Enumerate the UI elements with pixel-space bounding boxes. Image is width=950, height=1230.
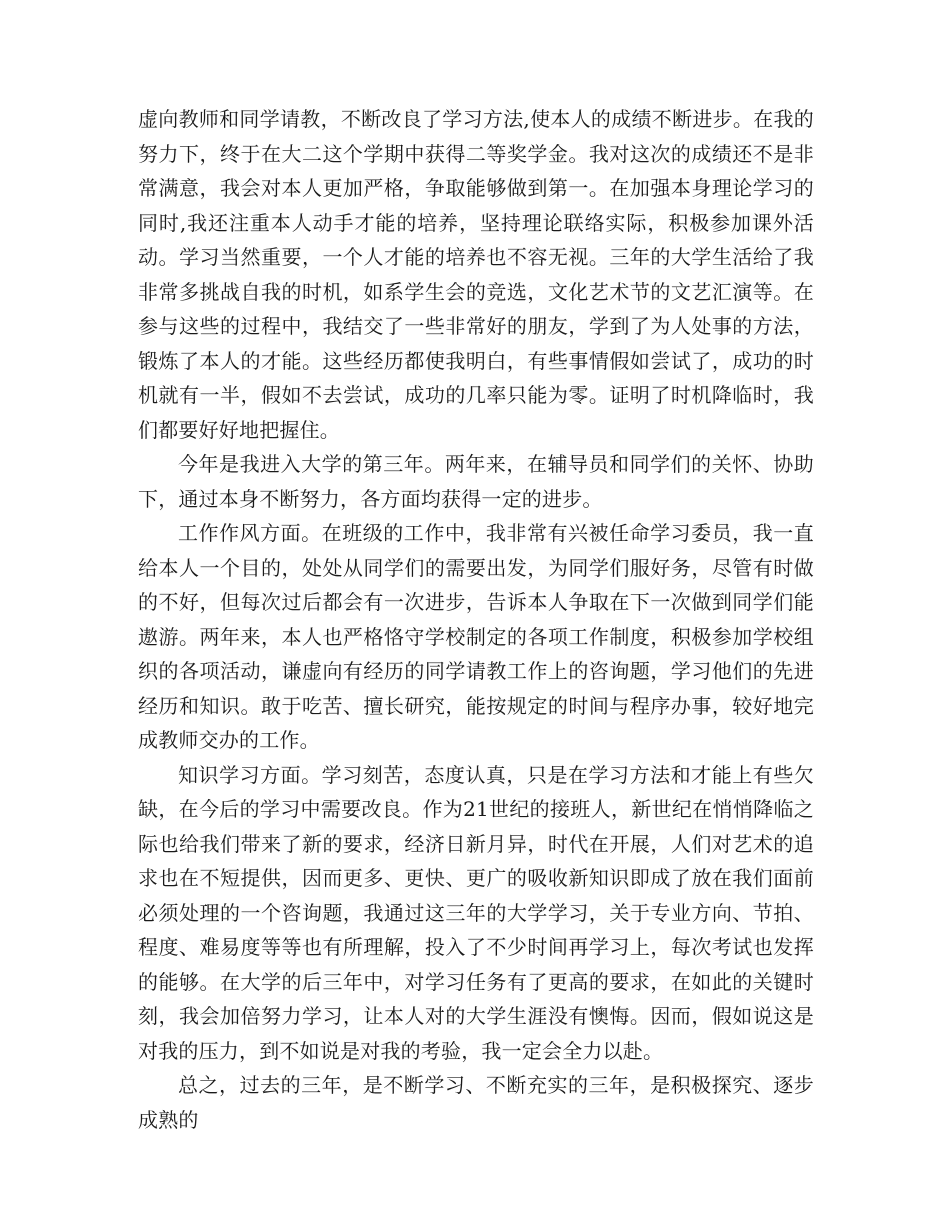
paragraph-5: 总之，过去的三年，是不断学习、不断充实的三年，是积极探究、逐步成熟的 [138, 1073, 814, 1132]
paragraph-4: 知识学习方面。学习刻苦，态度认真，只是在学习方法和才能上有些欠缺，在今后的学习中需要改良。作为21世纪的接班人，新世纪在悄悄降临之际也给我们带来了新的要求，经济日新月异，时代在开展，人们对艺术的追求也在不短提供，因而更多、更快、更广的吸收新知识即成了放在我们面前必须处理的一个咨询题，我通过这三年的大学学习，关于专业方向、节拍、程度、难易度等等也有所理解，投入了不少时间再学习上，每次考试也发挥的能够。在大学的后三年中，对学习任务有了更高的要求，在如此的关键时刻，我会加倍努力学习，让本人对的大学生涯没有懊悔。因而，假如说这是对我的压力，到不如说是对我的考验，我一定会全力以赴。 [138, 762, 814, 1063]
paragraph-1: 虚向教师和同学请教，不断改良了学习方法,使本人的成绩不断进步。在我的努力下，终于在大二这个学期中获得二等奖学金。我对这次的成绩还不是非常满意，我会对本人更加严格，争取能够做到第一。在加强本身理论学习的同时,我还注重本人动手才能的培养，坚持理论联络实际，积极参加课外活动。学习当然重要，一个人才能的培养也不容无视。三年的大学生活给了我非常多挑战自我的时机，如系学生会的竞选，文化艺术节的文艺汇演等。在参与这些的过程中，我结交了一些非常好的朋友，学到了为人处事的方法，锻炼了本人的才能。这些经历都使我明白，有些事情假如尝试了，成功的时机就有一半，假如不去尝试，成功的几率只能为零。证明了时机降临时，我们都要好好地把握住。 [138, 107, 814, 442]
document-body [138, 102, 814, 1137]
paragraph-3: 工作作风方面。在班级的工作中，我非常有兴被任命学习委员，我一直给本人一个目的，处处从同学们的需要出发，为同学们服好务，尽管有时做的不好，但每次过后都会有一次进步，告诉本人争取在下一次做到同学们能遨游。两年来，本人也严格恪守学校制定的各项工作制度，积极参加学校组织的各项活动，谦虚向有经历的同学请教工作上的咨询题，学习他们的先进经历和知识。敢于吃苦、擅长研究，能按规定的时间与程序办事，较好地完成教师交办的工作。 [138, 521, 814, 752]
paragraph-2: 今年是我进入大学的第三年。两年来，在辅导员和同学们的关怀、协助下，通过本身不断努力，各方面均获得一定的进步。 [138, 452, 814, 511]
